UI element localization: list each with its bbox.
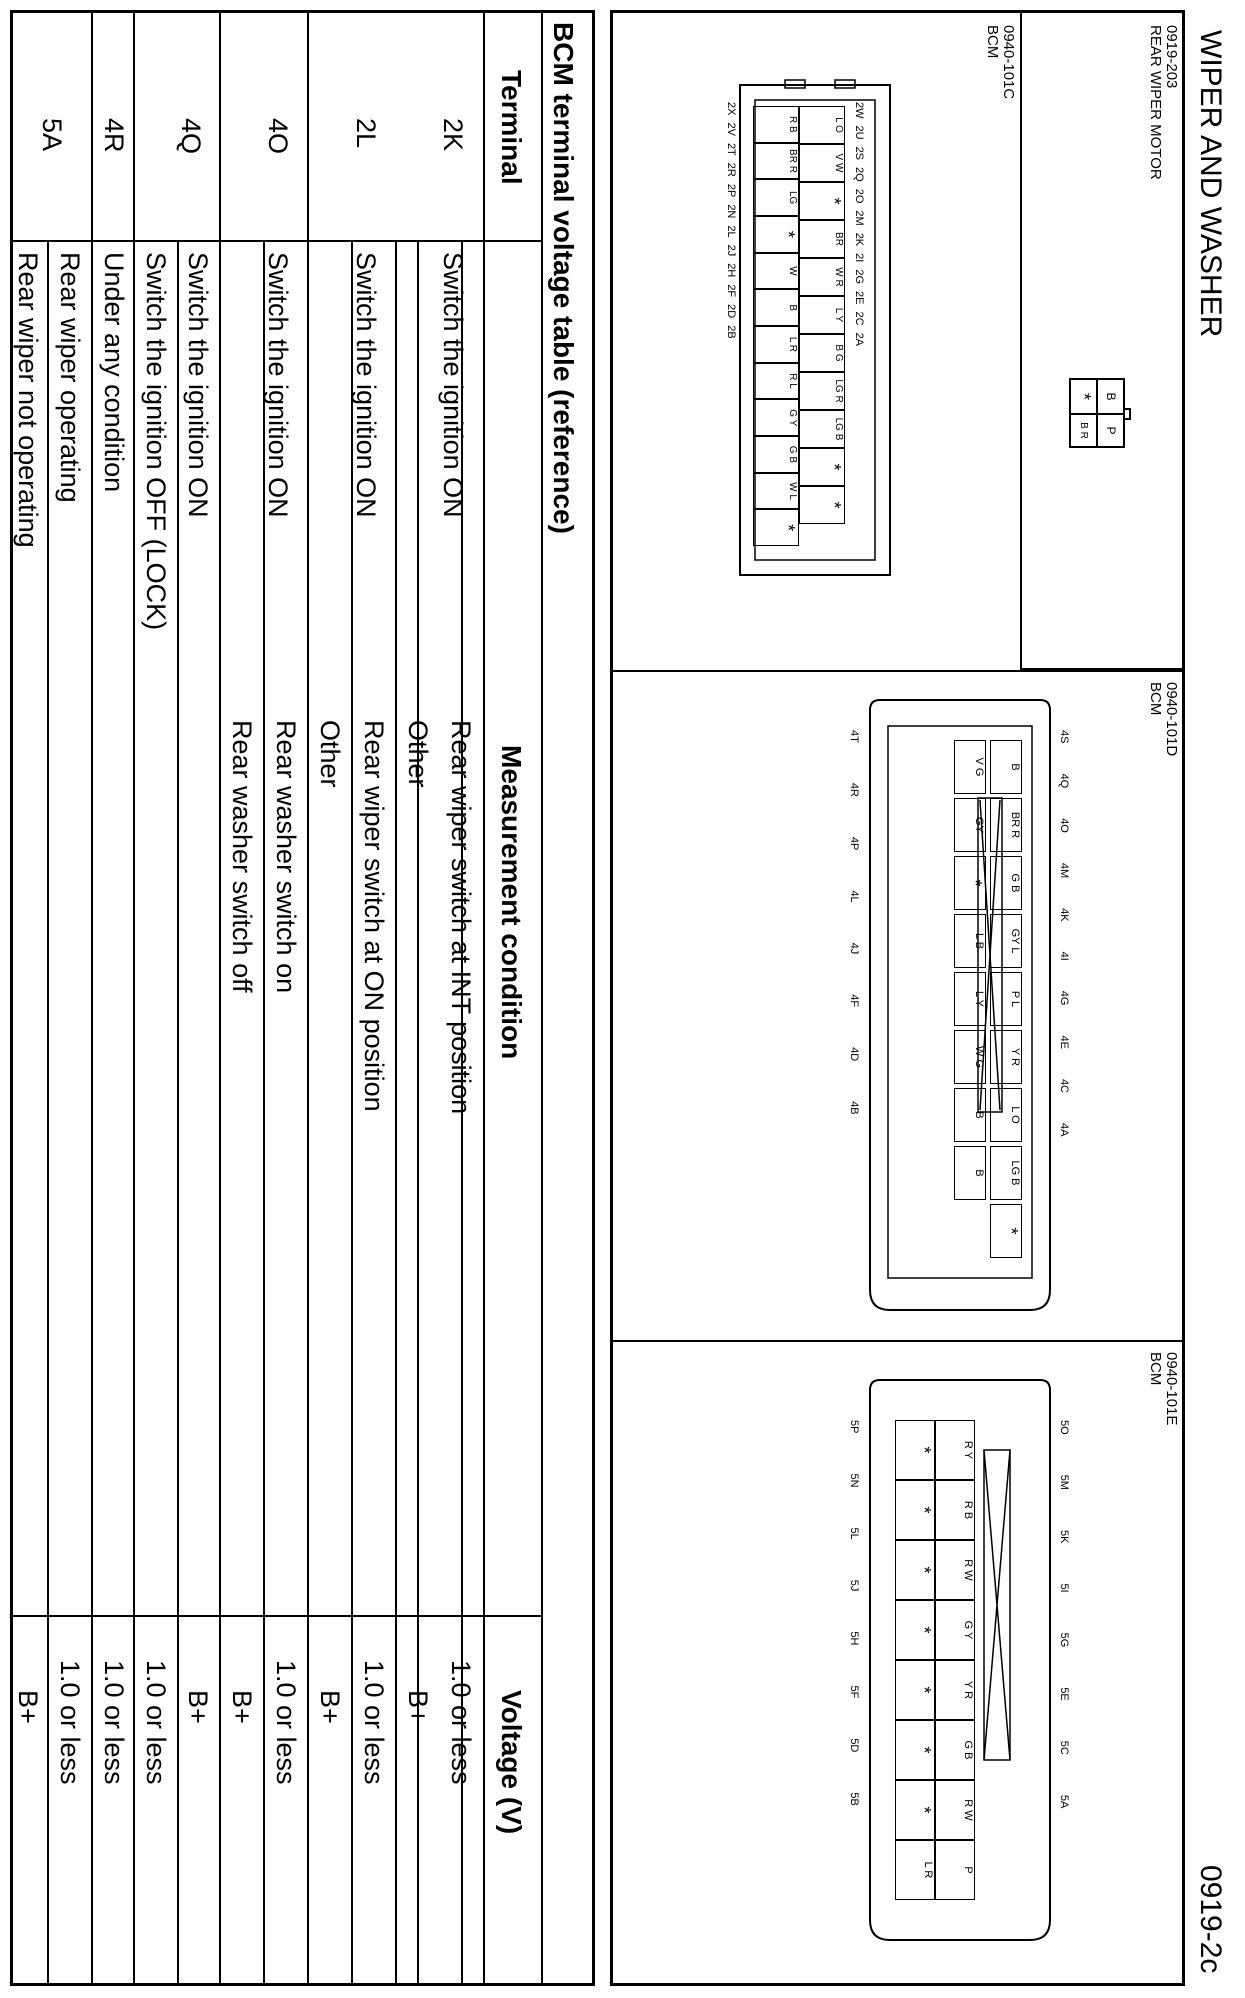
pin-label: 4M [1058, 862, 1070, 879]
pin-cell: V W [799, 144, 845, 182]
bottom-pin-row [895, 1420, 935, 1940]
terminal-cell: 4Q [176, 118, 206, 155]
connector-code: 0940-101C [1000, 25, 1017, 100]
pin-label: 4P [848, 836, 860, 851]
pin-cell: * [799, 486, 845, 524]
top-pin-row [799, 106, 845, 546]
pin-label: 5O [1058, 1420, 1070, 1435]
pin-label: 2F [725, 284, 737, 298]
connector-name: REAR WIPER MOTOR [1147, 25, 1164, 180]
pin-cell: * [954, 856, 986, 910]
header-voltage: Voltage (V) [496, 1690, 527, 1835]
pin-cell: L Y [954, 972, 986, 1026]
bcm-connector-101c [625, 70, 1005, 590]
pin-label: 4Q [1058, 773, 1070, 789]
terminal-cell: 4O [263, 118, 293, 155]
bottom-pin-labels [725, 102, 737, 339]
pin-cell: * [895, 1720, 935, 1780]
connector-latch [1123, 408, 1131, 420]
pin-cell: B [954, 1088, 986, 1142]
pin-label: 2W [853, 102, 865, 119]
row-rule [417, 240, 419, 1986]
pin-label: 2S [853, 146, 865, 161]
pin-label: 5H [848, 1631, 860, 1646]
voltage-cell: 1.0 or less [99, 1660, 129, 1785]
condition-cell: Switch the ignition ON [438, 252, 468, 518]
voltage-cell: B+ [183, 1690, 213, 1724]
connector-code: 0940-101E [1163, 1352, 1180, 1426]
pin-label: 2U [853, 125, 865, 140]
page-number: 0919-2c [1194, 1865, 1227, 1974]
pin-label: 5G [1058, 1632, 1070, 1648]
terminal-cell: 2L [351, 118, 381, 149]
pin-cell: B [954, 1146, 986, 1200]
pin-label: 2P [725, 183, 737, 198]
pin-label: 4F [848, 994, 860, 1008]
voltage-cell: B+ [315, 1690, 345, 1724]
pin-cell: W G [954, 1030, 986, 1084]
pin-cell: P L [990, 972, 1022, 1026]
pin-label: 2M [853, 210, 865, 226]
pin-label: 5E [1058, 1687, 1070, 1701]
connector-name: BCM [1147, 682, 1164, 716]
condition-cell: Under any condition [99, 252, 129, 493]
pin-cell: * [895, 1540, 935, 1600]
pin-label: 5N [848, 1473, 860, 1488]
table-rule [541, 10, 543, 1986]
voltage-cell: 1.0 or less [141, 1660, 171, 1785]
pin-cell: B G [799, 334, 845, 372]
header-condition: Measurement condition [496, 745, 527, 1060]
pin-label: 2R [725, 162, 737, 177]
pin-label: 2H [725, 263, 737, 278]
pin-label: 2L [725, 225, 737, 238]
voltage-cell: B+ [13, 1690, 43, 1724]
pin-cell: * [895, 1780, 935, 1840]
pin-label: 4K [1058, 908, 1070, 922]
pin-cell: R Y [935, 1420, 975, 1480]
pin-cell: V G [954, 740, 986, 794]
row-rule [177, 240, 179, 1986]
pin-cell: R B [935, 1480, 975, 1540]
pin-label: 4C [1058, 1078, 1070, 1093]
pin-label: 2J [725, 244, 737, 257]
pin-cell: Y R [990, 1030, 1022, 1084]
panel-divider [610, 670, 1185, 672]
pin-cell: R W [935, 1780, 975, 1840]
terminal-cell: 5A [37, 118, 67, 152]
pin-cell: * [799, 182, 845, 220]
col-divider [10, 1615, 543, 1617]
pin-label: 5B [848, 1792, 860, 1806]
pin-label: 2N [725, 204, 737, 219]
pin-cell: P [935, 1840, 975, 1900]
pin-cell: * [895, 1420, 935, 1480]
pin-label: 4G [1058, 990, 1070, 1006]
condition-cell: Switch the ignition ON [183, 252, 213, 518]
pin-label: 4E [1058, 1035, 1070, 1049]
row-rule [395, 240, 397, 1986]
condition-cell: Rear wiper switch at ON position [359, 720, 389, 1112]
pin-cell: L O [799, 106, 845, 144]
condition-cell: Rear wiper switch at INT position [446, 720, 476, 1115]
pin-label: 4A [1058, 1123, 1070, 1137]
row-rule [47, 240, 49, 1986]
condition-cell: Other [403, 720, 433, 788]
pin-label: 2G [853, 269, 865, 285]
top-pin-row [935, 1420, 975, 1940]
pin-label: 4D [848, 1047, 860, 1062]
pin-cell: B [990, 740, 1022, 794]
connector-code: 0940-101D [1163, 682, 1180, 757]
pin-cell: R B [753, 106, 799, 143]
connector-code: 0919-203 [1163, 25, 1180, 89]
pin-label: 2O [853, 188, 865, 204]
panel-divider [610, 1340, 1185, 1342]
top-pin-labels [853, 102, 865, 346]
voltage-cell: 1.0 or less [446, 1660, 476, 1785]
pin-label: 5A [1058, 1794, 1070, 1809]
pin-label: 5J [848, 1579, 860, 1592]
pin-cell: B [1104, 392, 1118, 401]
pin-cell: L Y [799, 296, 845, 334]
pin-cell: P [1104, 426, 1118, 435]
row-rule [133, 10, 135, 1986]
table-rule [483, 10, 485, 1986]
condition-cell: Switch the ignition ON [263, 252, 293, 518]
pin-cell: BR R [753, 143, 799, 180]
pin-cell: L R [753, 326, 799, 363]
bcm-connector-101e [615, 1360, 1150, 1970]
pin-label: 2X [725, 102, 737, 116]
pin-cell: BR [799, 220, 845, 258]
pin-label: 2T [725, 142, 737, 156]
condition-cell: Other [315, 720, 345, 788]
pin-cell: W L [753, 473, 799, 510]
row-rule [307, 10, 309, 1986]
pin-cell: W [753, 253, 799, 290]
pin-cell: Y R [935, 1660, 975, 1720]
col-divider [10, 240, 543, 242]
pin-cell: W R [799, 258, 845, 296]
bottom-pin-labels [848, 1420, 860, 1806]
pin-label: 2Q [853, 167, 865, 182]
pin-label: 4R [848, 782, 860, 797]
condition-cell: Switch the ignition ON [351, 252, 381, 518]
pin-label: 5F [848, 1685, 860, 1699]
pin-cell: L O [990, 1088, 1022, 1142]
pin-cell: * [753, 216, 799, 253]
pin-cell: GY [954, 798, 986, 852]
pin-label: 4T [848, 730, 860, 743]
pin-cell: LG B [799, 410, 845, 448]
pin-cell: G Y [935, 1600, 975, 1660]
top-pin-labels [1058, 1420, 1070, 1808]
pin-label: 5M [1058, 1474, 1070, 1490]
row-rule [91, 10, 93, 1986]
condition-cell: Rear washer switch off [227, 720, 257, 993]
pin-label: 2D [725, 304, 737, 319]
voltage-cell: B+ [403, 1690, 433, 1724]
pin-grid [753, 106, 845, 546]
pin-cell: * [1074, 392, 1094, 400]
pin-cell: BR R [990, 798, 1022, 852]
pin-label: 5C [1058, 1740, 1070, 1755]
condition-cell: Rear wiper operating [55, 252, 85, 503]
terminal-cell: 4R [99, 118, 129, 153]
pin-cell: L B [954, 914, 986, 968]
pin-cell: LG R [799, 372, 845, 410]
pin-cell: LG B [990, 1146, 1022, 1200]
pin-grid [954, 740, 1022, 1260]
voltage-cell: 1.0 or less [359, 1660, 389, 1785]
voltage-cell: 1.0 or less [271, 1660, 301, 1785]
pin-label: 2I [853, 253, 865, 263]
pin-cell: LG [753, 179, 799, 216]
pin-label: 4L [848, 890, 860, 903]
pin-label: 4S [1058, 730, 1070, 744]
pin-cell: B [753, 289, 799, 326]
pin-cell: G B [753, 436, 799, 473]
pin-cell: G B [935, 1720, 975, 1780]
pin-cell: G B [990, 856, 1022, 910]
pin-label: 2V [725, 122, 737, 136]
voltage-cell: 1.0 or less [55, 1660, 85, 1785]
pin-cell: * [895, 1480, 935, 1540]
pin-cell: R L [753, 363, 799, 400]
terminal-cell: 2K [438, 118, 468, 152]
pin-cell: B R [1078, 422, 1089, 439]
table-title: BCM terminal voltage table (reference) [548, 22, 579, 534]
top-pin-labels [1058, 730, 1070, 1136]
pin-cell: * [799, 448, 845, 486]
pin-label: 2B [725, 325, 737, 339]
header-terminal: Terminal [496, 70, 527, 185]
bcm-connector-101d [615, 690, 1150, 1330]
pin-label: 5I [1058, 1583, 1070, 1593]
pin-label: 2E [853, 291, 865, 305]
pin-label: 4B [848, 1101, 860, 1115]
row-rule [219, 10, 221, 1986]
pin-label: 5K [1058, 1529, 1070, 1544]
condition-cell: Rear washer switch on [271, 720, 301, 994]
bottom-pin-row [753, 106, 799, 546]
pin-cell: * [895, 1600, 935, 1660]
condition-cell: Rear wiper not operating [13, 252, 43, 548]
pin-label: 4O [1058, 818, 1070, 833]
pin-label: 5D [848, 1738, 860, 1753]
pin-label: 2C [853, 311, 865, 326]
connector-name: BCM [984, 25, 1001, 59]
rear-wiper-motor-connector [1069, 378, 1125, 448]
pin-label: 2A [853, 332, 865, 347]
pin-cell: * [990, 1204, 1022, 1258]
pin-cell: * [895, 1660, 935, 1720]
pin-label: 4I [1058, 951, 1070, 961]
pin-label: 5P [848, 1420, 860, 1434]
pin-cell: * [753, 509, 799, 546]
pin-label: 2K [853, 232, 865, 247]
pin-label: 4J [848, 942, 860, 955]
pin-cell: G Y [753, 399, 799, 436]
bottom-pin-labels [848, 730, 860, 1115]
pin-cell: L R [895, 1840, 935, 1900]
pin-cell: GY L [990, 914, 1022, 968]
condition-cell: Switch the ignition OFF (LOCK) [141, 252, 171, 631]
pin-cell: R W [935, 1540, 975, 1600]
pin-label: 5L [848, 1527, 860, 1540]
connector-name: BCM [1147, 1352, 1164, 1386]
voltage-cell: B+ [227, 1690, 257, 1724]
page-title: WIPER AND WASHER [1194, 30, 1227, 338]
